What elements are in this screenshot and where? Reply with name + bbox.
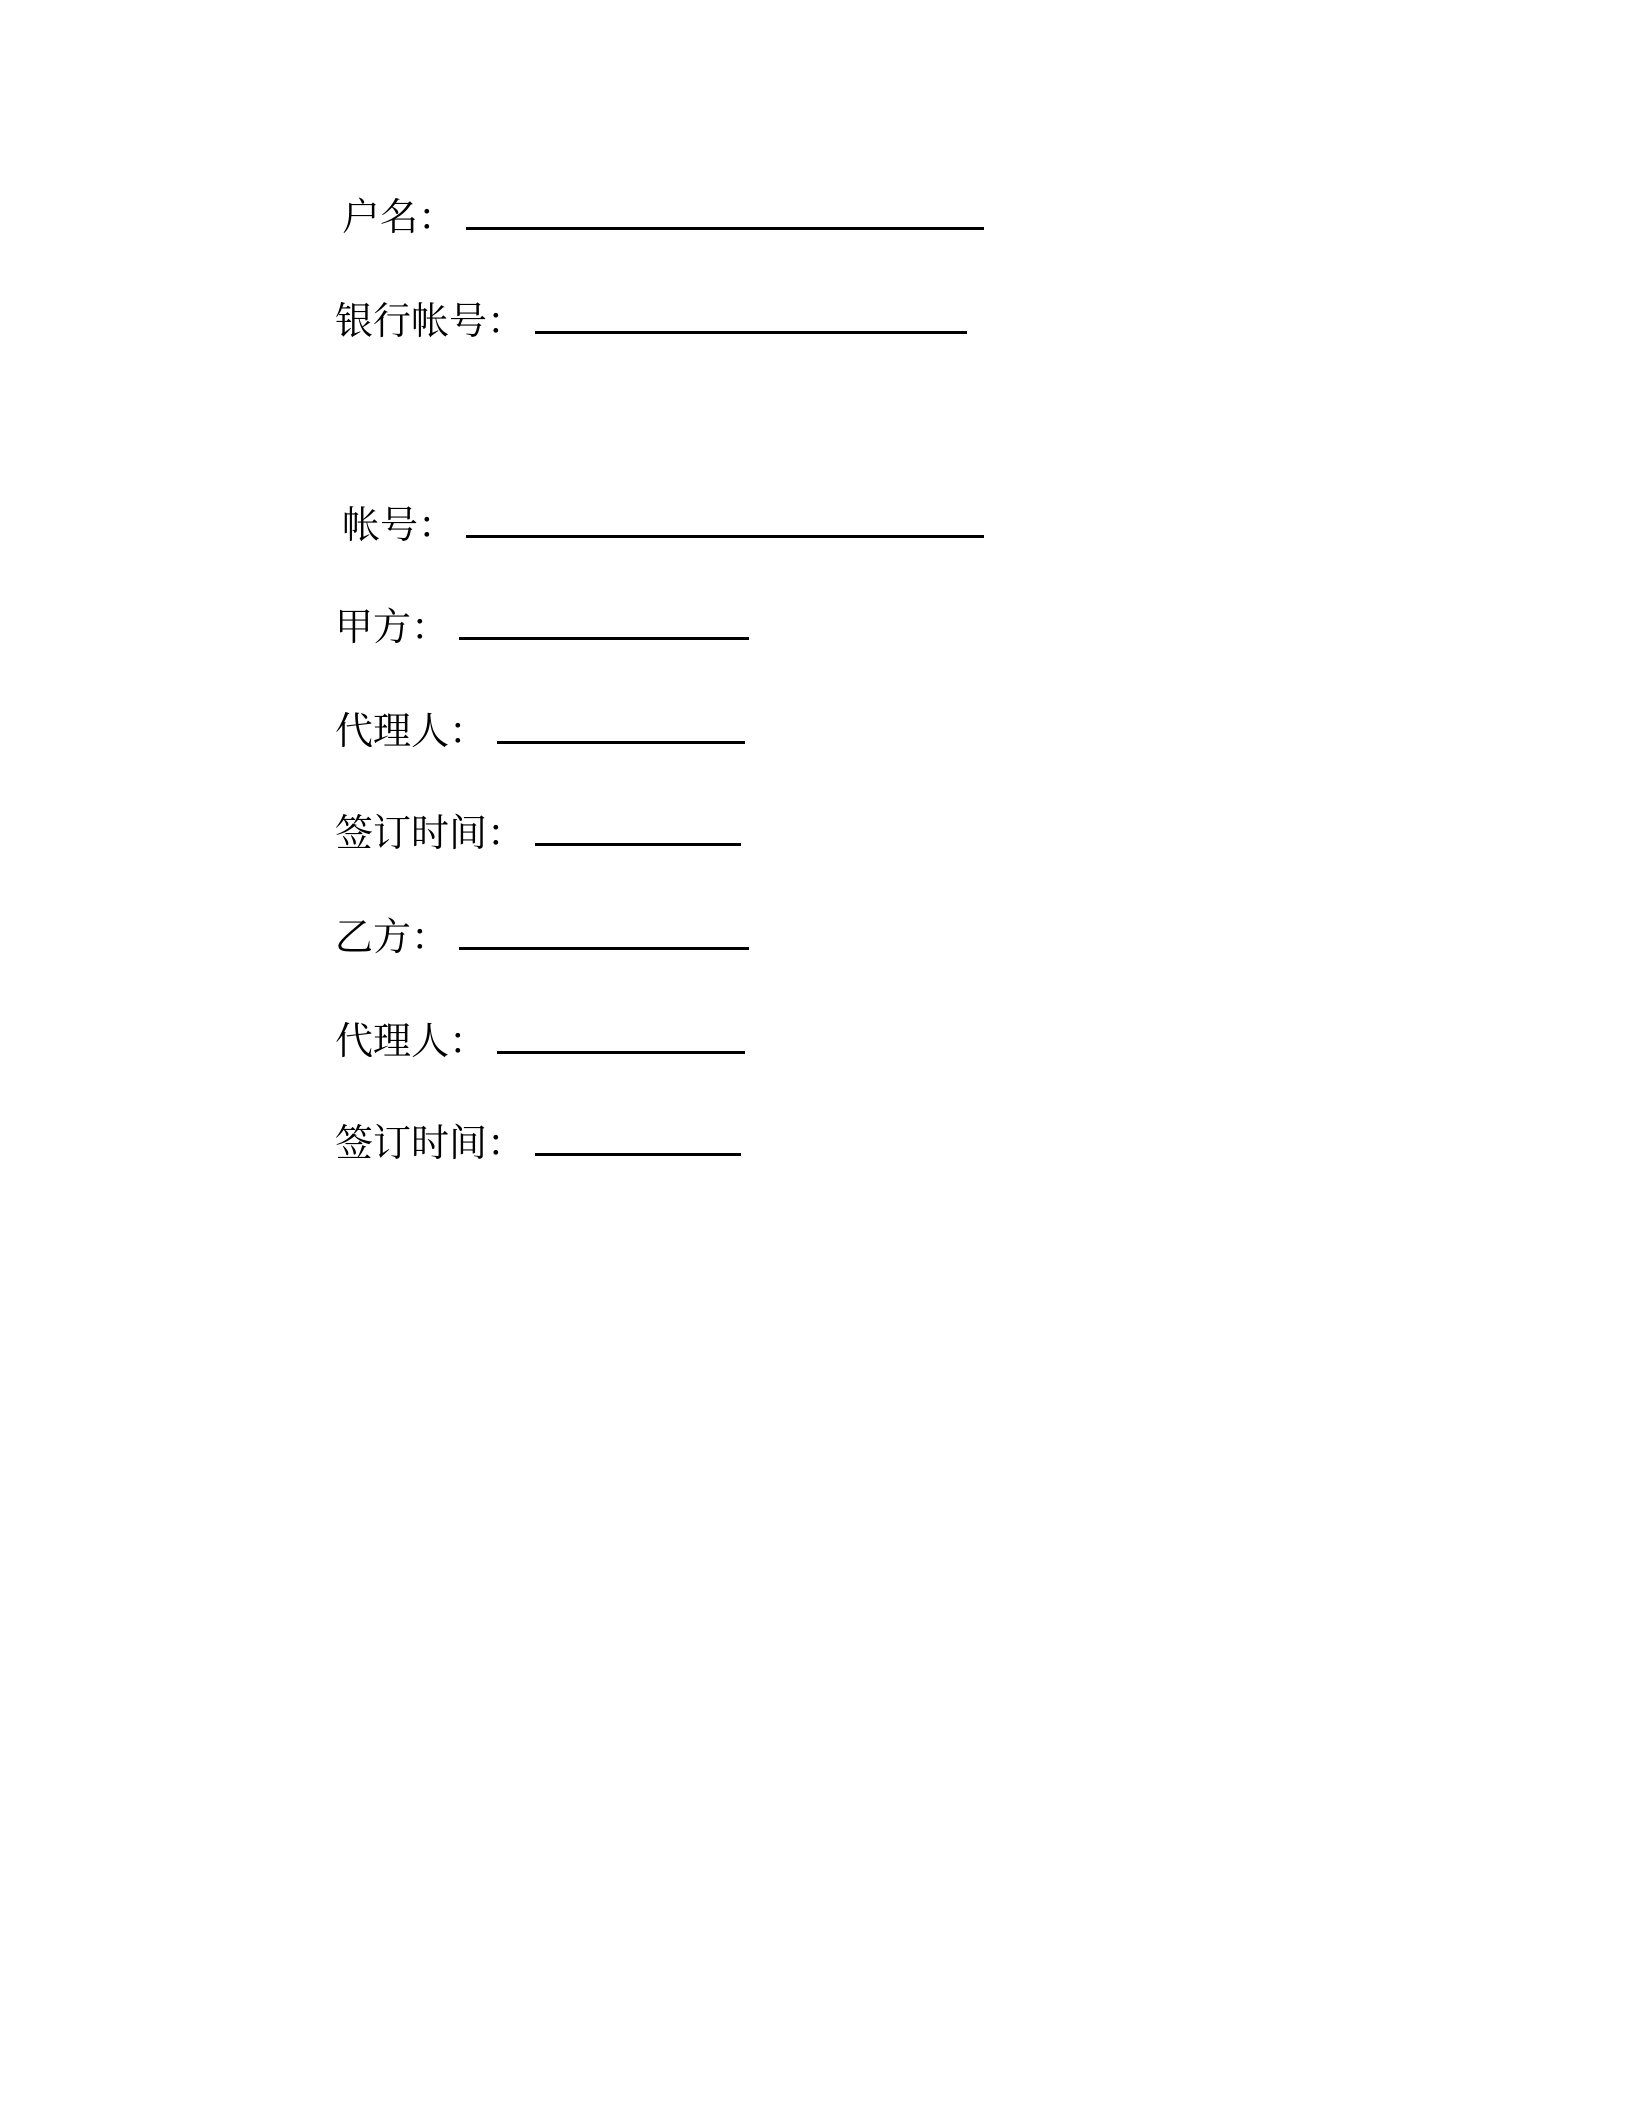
party-a-field — [335, 605, 749, 649]
account-name-field — [342, 195, 984, 239]
party-a-agent-field — [335, 709, 745, 753]
account-number-label: 帐号： — [342, 503, 457, 547]
party-b-sign-date-field — [335, 1121, 741, 1165]
party-b-sign-date-label: 签订时间： — [335, 1121, 526, 1165]
party-a-label: 甲方： — [335, 605, 450, 649]
account-number-blank — [466, 531, 984, 538]
party-b-agent-label: 代理人： — [335, 1019, 488, 1063]
party-a-agent-blank — [497, 737, 745, 744]
party-b-agent-field — [335, 1019, 745, 1063]
party-a-agent-label: 代理人： — [335, 709, 488, 753]
account-number-field — [342, 503, 984, 547]
party-a-sign-date-field — [335, 811, 741, 855]
bank-account-blank — [535, 327, 967, 334]
account-name-blank — [466, 223, 984, 230]
party-a-sign-date-blank — [535, 839, 741, 846]
party-b-agent-blank — [497, 1047, 745, 1054]
party-a-sign-date-label: 签订时间： — [335, 811, 526, 855]
bank-account-field — [335, 299, 967, 343]
party-b-sign-date-blank — [535, 1149, 741, 1156]
bank-account-label: 银行帐号： — [335, 299, 526, 343]
party-b-blank — [459, 943, 749, 950]
party-b-label: 乙方： — [335, 915, 450, 959]
party-a-blank — [459, 633, 749, 640]
account-name-label: 户名： — [342, 195, 457, 239]
party-b-field — [335, 915, 749, 959]
